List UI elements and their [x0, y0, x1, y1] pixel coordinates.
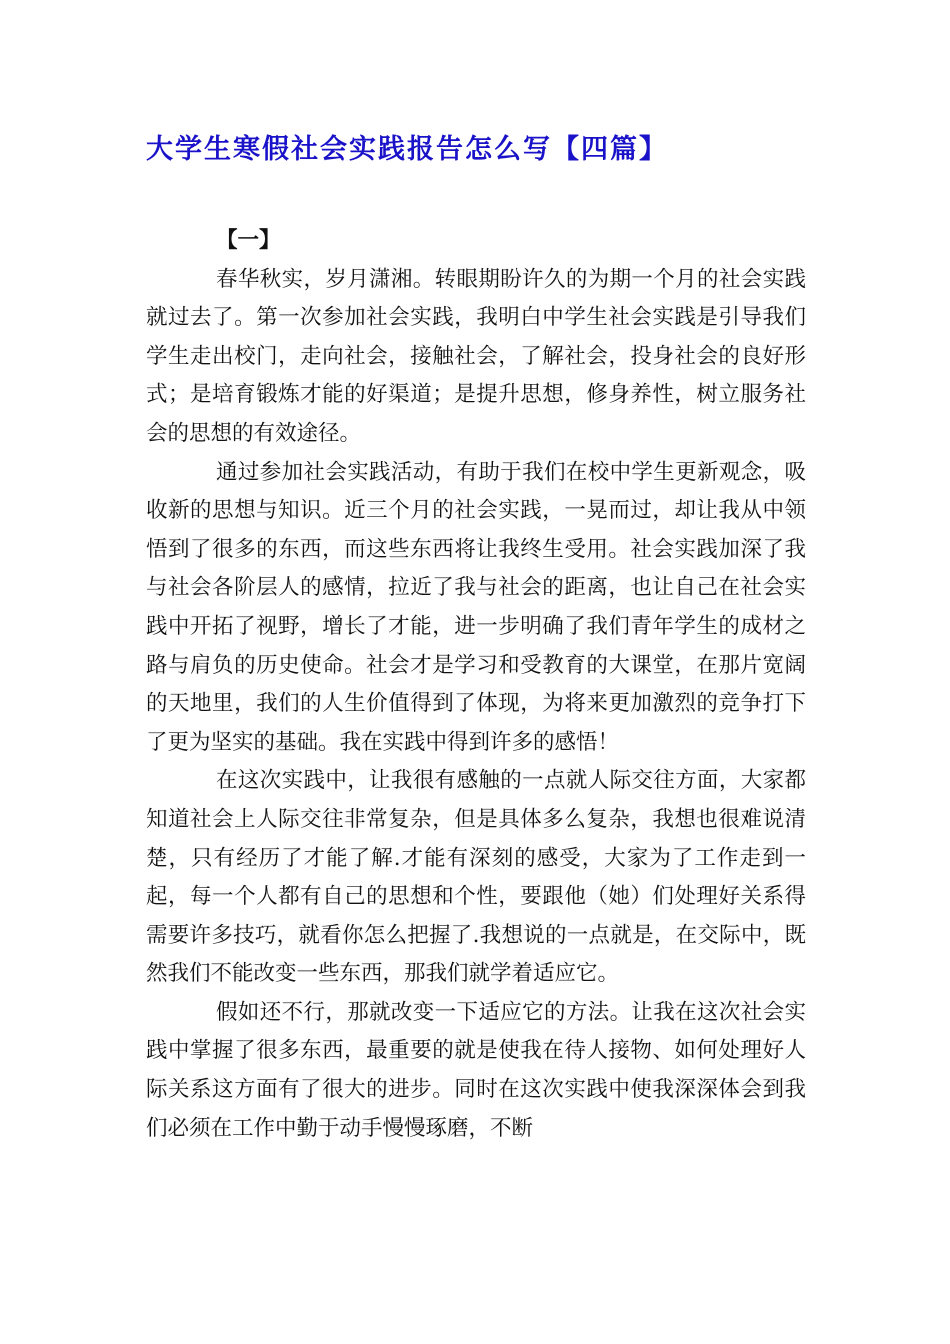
- section-heading: 【一】: [216, 228, 281, 253]
- paragraph-2: 通过参加社会实践活动，有助于我们在校中学生更新观念，吸收新的思想与知识。近三个月的社会实践，一晃而过，却让我从中领悟到了很多的东西，而这些东西将让我终生受用。社会实践加深了我与社会各阶层人的感情，拉近了我与社会的距离，也让自己在社会实践中开拓了视野，增长了才能，进一步明确了我们青年学生的成材之路与肩负的历史使命。社会才是学习和受教育的大课堂，在那片宽阔的天地里，我们的人生价值得到了体现，为将来更加激烈的竞争打下了更为坚实的基础。我在实践中得到许多的感悟！: [146, 459, 806, 755]
- paragraph-1: 春华秋实，岁月潇湘。转眼期盼许久的为期一个月的社会实践就过去了。第一次参加社会实践，我明白中学生社会实践是引导我们学生走出校门，走向社会，接触社会，了解社会，投身社会的良好形式；是培育锻炼才能的好渠道；是提升思想，修身养性，树立服务社会的思想的有效途径。: [146, 266, 806, 446]
- document-body: [146, 222, 806, 1148]
- paragraph-3: 在这次实践中，让我很有感触的一点就人际交往方面，大家都知道社会上人际交往非常复杂，但是具体多么复杂，我想也很难说清楚，只有经历了才能了解.才能有深刻的感受，大家为了工作走到一起，每一个人都有自己的思想和个性，要跟他（她）们处理好关系得需要许多技巧，就看你怎么把握了.我想说的一点就是，在交际中，既然我们不能改变一些东西，那我们就学着适应它。: [146, 768, 806, 987]
- document-title: 大学生寒假社会实践报告怎么写【四篇】: [146, 134, 668, 165]
- paragraph-4: 假如还不行，那就改变一下适应它的方法。让我在这次社会实践中掌握了很多东西，最重要的就是使我在待人接物、如何处理好人际关系这方面有了很大的进步。同时在这次实践中使我深深体会到我们必须在工作中勤于动手慢慢琢磨，不断: [146, 999, 806, 1141]
